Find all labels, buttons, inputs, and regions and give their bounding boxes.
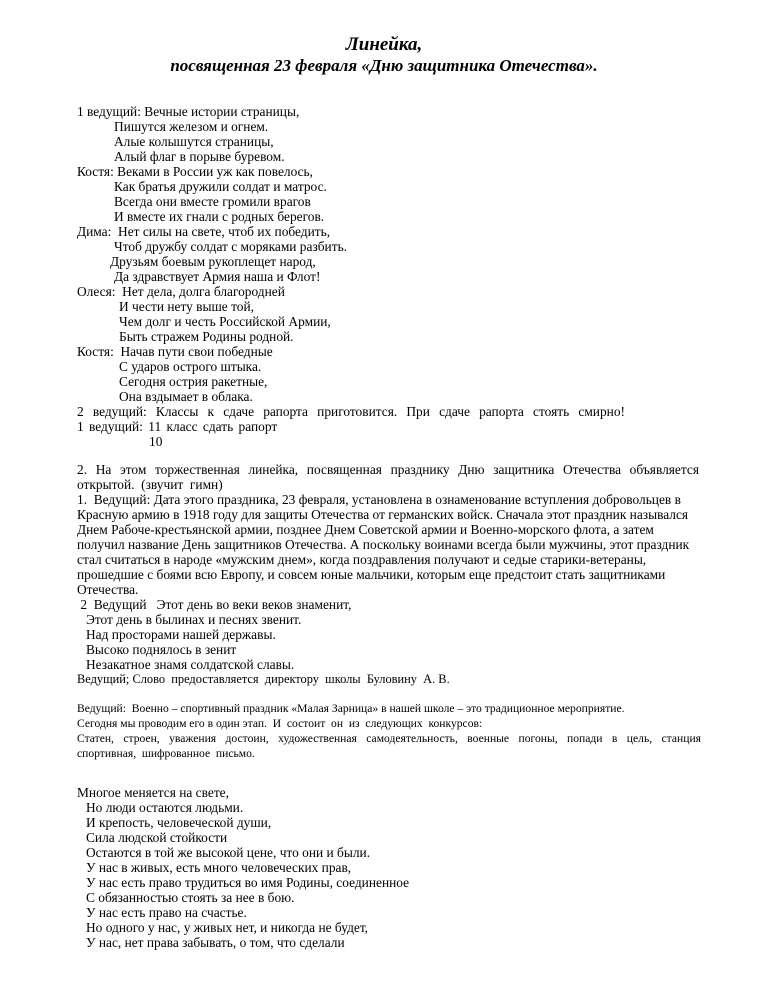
line-b1-12: Олеся: Нет дела, долга благородней <box>77 284 285 299</box>
line-b3-2: Статен, строен, уважения достоин, художественная самодеятельность, военные погоны, попади в цель, станция <box>77 732 701 745</box>
line-b3-1: Сегодня мы проводим его в один этап. И состоит он из следующих конкурсов: <box>77 717 483 730</box>
line-b1-7: И вместе их гнали с родных берегов. <box>114 209 325 224</box>
line-b1-6: Всегда они вместе громили врагов <box>114 194 311 209</box>
line-b1-21: 1 ведущий: 11 класс сдать рапорт <box>77 419 278 434</box>
line-b1-13: И чести нету выше той, <box>119 299 254 314</box>
line-b1-20: 2 ведущий: Классы к сдаче рапорта приготовится. При сдаче рапорта стоять смирно! <box>77 404 625 419</box>
line-b2-2: 1. Ведущий: Дата этого праздника, 23 февраля, установлена в ознаменование вступления добровольцев в <box>77 492 681 507</box>
line-b1-15: Быть стражем Родины родной. <box>119 329 294 344</box>
line-b1-18: Сегодня острия ракетные, <box>119 374 268 389</box>
line-b1-3: Алый флаг в порыве буревом. <box>114 149 285 164</box>
line-b2-6: стал считаться в народе «мужским днем», когда поздравления получают и седые старики-ветераны, <box>77 552 647 567</box>
line-b1-0: 1 ведущий: Вечные истории страницы, <box>77 104 300 119</box>
line-b2-5: получил название День защитников Отечества. А поскольку воинами всегда были мужчины, этот праздник <box>77 537 690 552</box>
line-b2-14: Ведущий; Слово предоставляется директору школы Буловину А. В. <box>77 672 450 686</box>
line-b1-11: Да здравствует Армия наша и Флот! <box>114 269 321 284</box>
line-b4-3: Сила людской стойкости <box>86 830 228 845</box>
line-b2-8: Отечества. <box>77 582 139 597</box>
doc-title: Линейка, <box>345 34 423 55</box>
line-b4-10: У нас, нет права забывать, о том, что сделали <box>86 935 345 950</box>
line-b1-16: Костя: Начав пути свои победные <box>77 344 273 359</box>
doc-subtitle: посвященная 23 февраля «Дню защитника Отечества». <box>170 56 598 75</box>
line-b2-3: Красную армию в 1918 году для защиты Отечества от германских войск. Сначала этот праздник назывался <box>77 507 689 522</box>
line-b2-11: Над просторами нашей державы. <box>86 627 276 642</box>
line-b1-4: Костя: Веками в России уж как повелось, <box>77 164 314 179</box>
line-b4-1: Но люди остаются людьми. <box>86 800 244 815</box>
line-b4-5: У нас в живых, есть много человеческих прав, <box>86 860 352 875</box>
line-b2-4: Днем Рабоче-крестьянской армии, позднее Днем Советской армии и Военно-морского флота, а затем <box>77 522 654 537</box>
line-b1-8: Дима: Нет силы на свете, чтоб их победить, <box>77 224 331 239</box>
line-b3-0: Ведущий: Военно – спортивный праздник «Малая Зарница» в нашей школе – это традиционное мероприятие. <box>77 702 625 715</box>
line-b2-1: открытой. (звучит гимн) <box>77 477 223 492</box>
line-b2-13: Незакатное знамя солдатской славы. <box>86 657 295 672</box>
line-b2-9: 2 Ведущий Этот день во веки веков знаменит, <box>77 597 352 612</box>
line-b4-4: Остаются в той же высокой цене, что они и были. <box>86 845 371 860</box>
line-b4-6: У нас есть право трудиться во имя Родины, соединенное <box>86 875 410 890</box>
line-b1-17: С ударов острого штыка. <box>119 359 262 374</box>
line-b2-12: Высоко поднялось в зенит <box>86 642 237 657</box>
line-b2-7: прошедшие с боями всю Европу, и совсем юные мальчики, которым еще предстоит стать защитниками <box>77 567 666 582</box>
line-b4-2: И крепость, человеческой души, <box>86 815 272 830</box>
line-b4-9: Но одного у нас, у живых нет, и никогда не будет, <box>86 920 369 935</box>
line-b4-8: У нас есть право на счастье. <box>86 905 247 920</box>
line-b1-9: Чтоб дружбу солдат с моряками разбить. <box>114 239 348 254</box>
line-b1-14: Чем долг и честь Российской Армии, <box>119 314 331 329</box>
line-b2-0: 2. На этом торжественная линейка, посвященная празднику Дню защитника Отечества объявляется <box>77 462 699 477</box>
line-b4-7: С обязанностью стоять за нее в бою. <box>86 890 295 905</box>
line-b1-2: Алые колышутся страницы, <box>114 134 274 149</box>
line-b1-5: Как братья дружили солдат и матрос. <box>114 179 327 194</box>
line-b1-10: Друзьям боевым рукоплещет народ, <box>110 254 316 269</box>
line-b4-0: Многое меняется на свете, <box>77 785 229 800</box>
line-b3-3: спортивная, шифрованное письмо. <box>77 747 255 760</box>
line-b2-10: Этот день в былинах и песнях звенит. <box>86 612 302 627</box>
line-b1-19: Она вздымает в облака. <box>119 389 253 404</box>
line-b1-1: Пишутся железом и огнем. <box>114 119 269 134</box>
line-b1-22: 10 <box>149 434 163 449</box>
